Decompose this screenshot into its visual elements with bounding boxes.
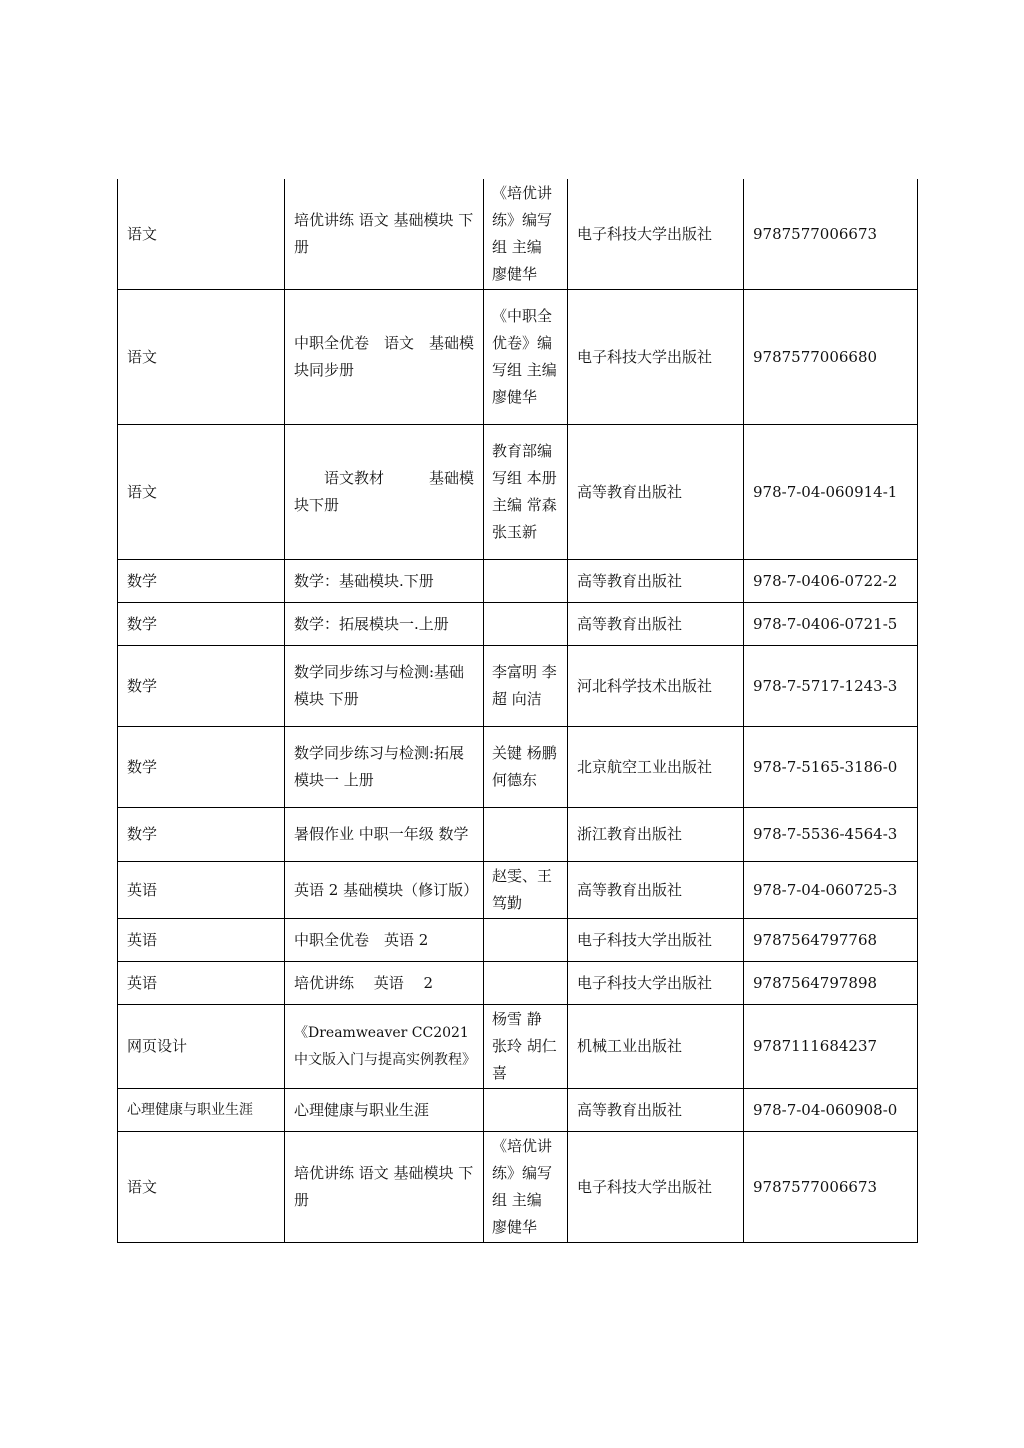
isbn-cell: 9787577006673 — [744, 179, 918, 290]
author-cell — [484, 808, 568, 862]
subject-cell: 网页设计 — [118, 1005, 285, 1089]
isbn-cell: 978-7-5536-4564-3 — [744, 808, 918, 862]
title-cell: 数学同步练习与检测:拓展模块一 上册 — [285, 727, 484, 808]
table-row — [118, 962, 918, 1005]
isbn-cell: 978-7-04-060908-0 — [744, 1089, 918, 1132]
publisher-cell: 电子科技大学出版社 — [568, 1132, 744, 1243]
publisher-cell: 高等教育出版社 — [568, 862, 744, 919]
title-cell: 数学同步练习与检测:基础模块 下册 — [285, 646, 484, 727]
isbn-cell: 9787111684237 — [744, 1005, 918, 1089]
subject-cell: 心理健康与职业生涯 — [118, 1089, 285, 1132]
subject-cell: 语文 — [118, 290, 285, 425]
author-cell: 李富明 李超 向洁 — [484, 646, 568, 727]
subject-cell: 语文 — [118, 1132, 285, 1243]
table-row — [118, 1089, 918, 1132]
publisher-cell: 北京航空工业出版社 — [568, 727, 744, 808]
publisher-cell: 电子科技大学出版社 — [568, 919, 744, 962]
author-cell — [484, 1089, 568, 1132]
title-cell: 语文教材 基础模块下册 — [285, 425, 484, 560]
author-cell: 《培优讲练》编写组 主编 廖健华 — [484, 1132, 568, 1243]
table-row — [118, 919, 918, 962]
table-row — [118, 1005, 918, 1089]
author-cell: 《中职全优卷》编写组 主编 廖健华 — [484, 290, 568, 425]
publisher-cell: 电子科技大学出版社 — [568, 290, 744, 425]
table-row — [118, 862, 918, 919]
title-cell: 心理健康与职业生涯 — [285, 1089, 484, 1132]
publisher-cell: 电子科技大学出版社 — [568, 179, 744, 290]
author-cell — [484, 603, 568, 646]
isbn-cell: 978-7-0406-0722-2 — [744, 560, 918, 603]
author-cell — [484, 962, 568, 1005]
table-row — [118, 727, 918, 808]
author-cell: 赵雯、王笃勤 — [484, 862, 568, 919]
table-row — [118, 808, 918, 862]
title-cell: 培优讲练 英语 2 — [285, 962, 484, 1005]
author-cell — [484, 560, 568, 603]
isbn-cell: 978-7-5717-1243-3 — [744, 646, 918, 727]
title-cell: 数学：拓展模块一.上册 — [285, 603, 484, 646]
table-row — [118, 1132, 918, 1243]
table-row — [118, 425, 918, 560]
publisher-cell: 河北科学技术出版社 — [568, 646, 744, 727]
table-row — [118, 646, 918, 727]
title-cell: 培优讲练 语文 基础模块 下册 — [285, 1132, 484, 1243]
subject-cell: 语文 — [118, 425, 285, 560]
subject-cell: 语文 — [118, 179, 285, 290]
isbn-cell: 9787564797768 — [744, 919, 918, 962]
isbn-cell: 978-7-04-060914-1 — [744, 425, 918, 560]
publisher-cell: 高等教育出版社 — [568, 603, 744, 646]
isbn-cell: 978-7-5165-3186-0 — [744, 727, 918, 808]
isbn-cell: 978-7-0406-0721-5 — [744, 603, 918, 646]
publisher-cell: 高等教育出版社 — [568, 1089, 744, 1132]
title-cell: 中职全优卷 英语 2 — [285, 919, 484, 962]
author-cell: 《培优讲练》编写组 主编 廖健华 — [484, 179, 568, 290]
publisher-cell: 高等教育出版社 — [568, 560, 744, 603]
publisher-cell: 电子科技大学出版社 — [568, 962, 744, 1005]
subject-cell: 数学 — [118, 808, 285, 862]
subject-cell: 英语 — [118, 919, 285, 962]
textbook-table — [117, 179, 918, 1243]
subject-cell: 数学 — [118, 560, 285, 603]
subject-cell: 英语 — [118, 962, 285, 1005]
isbn-cell: 9787577006680 — [744, 290, 918, 425]
title-cell: 培优讲练 语文 基础模块 下册 — [285, 179, 484, 290]
table-row — [118, 603, 918, 646]
publisher-cell: 高等教育出版社 — [568, 425, 744, 560]
author-cell: 杨雪 静 张玲 胡仁喜 — [484, 1005, 568, 1089]
isbn-cell: 9787577006673 — [744, 1132, 918, 1243]
isbn-cell: 9787564797898 — [744, 962, 918, 1005]
subject-cell: 数学 — [118, 603, 285, 646]
title-cell: 《Dreamweaver CC2021 中文版入门与提高实例教程》 — [285, 1005, 484, 1089]
title-cell: 英语 2 基础模块（修订版） — [285, 862, 484, 919]
table-row — [118, 179, 918, 290]
title-cell: 数学：基础模块.下册 — [285, 560, 484, 603]
publisher-cell: 浙江教育出版社 — [568, 808, 744, 862]
author-cell: 教育部编写组 本册主编 常森 张玉新 — [484, 425, 568, 560]
author-cell: 关键 杨鹏 何德东 — [484, 727, 568, 808]
table-row — [118, 560, 918, 603]
author-cell — [484, 919, 568, 962]
title-cell: 暑假作业 中职一年级 数学 — [285, 808, 484, 862]
subject-cell: 英语 — [118, 862, 285, 919]
subject-cell: 数学 — [118, 646, 285, 727]
isbn-cell: 978-7-04-060725-3 — [744, 862, 918, 919]
subject-cell: 数学 — [118, 727, 285, 808]
title-cell: 中职全优卷 语文 基础模块同步册 — [285, 290, 484, 425]
publisher-cell: 机械工业出版社 — [568, 1005, 744, 1089]
table-row — [118, 290, 918, 425]
